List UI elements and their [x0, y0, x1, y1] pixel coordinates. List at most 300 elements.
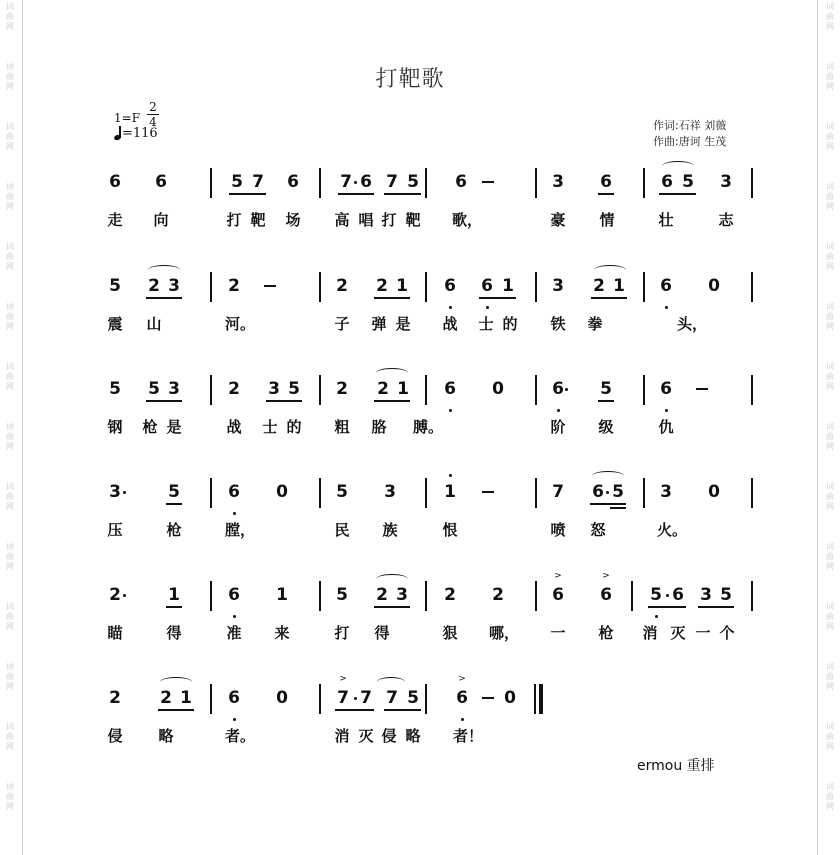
- lyric-syllable: 震: [107, 315, 123, 333]
- barline: [210, 272, 212, 302]
- note: 5: [600, 379, 612, 399]
- barline: [425, 375, 427, 405]
- note: 5: [231, 172, 243, 192]
- sustain-dash: [696, 388, 708, 390]
- note: 0: [504, 688, 516, 708]
- eighth-underline: [146, 297, 182, 299]
- arranger-credit: ermou 重排: [637, 758, 715, 774]
- note: 5: [336, 482, 348, 502]
- watermark-char: 词: [826, 542, 834, 551]
- barline: [631, 581, 633, 611]
- augmentation-dot: [565, 388, 568, 391]
- watermark-char: 词: [6, 602, 14, 611]
- score-system-2: [0, 272, 840, 362]
- eighth-underline: [591, 297, 627, 299]
- watermark-char: 网: [6, 382, 14, 391]
- slur-arc: [594, 265, 626, 275]
- watermark-char: 词: [6, 302, 14, 311]
- barline: [319, 375, 321, 405]
- eighth-underline: [166, 606, 182, 608]
- note: 5: [148, 379, 160, 399]
- eighth-underline: [158, 709, 194, 711]
- eighth-underline: [335, 709, 374, 711]
- lyric-syllable: 头，: [677, 315, 708, 333]
- note: 6: [660, 379, 672, 399]
- watermark-char: 曲: [6, 12, 14, 21]
- watermark-char: 曲: [826, 312, 834, 321]
- watermark-char: 曲: [826, 132, 834, 141]
- watermark-char: 曲: [826, 672, 834, 681]
- watermark-char: 网: [6, 142, 14, 151]
- lyric-syllable: 准: [226, 624, 242, 642]
- low-octave-dot: [665, 306, 668, 309]
- watermark-char: 词: [826, 62, 834, 71]
- lyric-syllable: 打: [226, 211, 242, 229]
- slur-arc: [160, 677, 192, 687]
- watermark-char: 网: [6, 802, 14, 811]
- watermark-char: 曲: [6, 612, 14, 621]
- note: 2: [377, 379, 389, 399]
- note: 6: [672, 585, 684, 605]
- note: 0: [708, 482, 720, 502]
- barline: [643, 168, 645, 198]
- watermark-char: 网: [6, 562, 14, 571]
- note: 7: [340, 172, 352, 192]
- accent-mark: >: [339, 674, 347, 684]
- watermark-char: 网: [6, 502, 14, 511]
- composer-credit: 作曲:唐诃 生茂: [653, 135, 727, 148]
- watermark-char: 词: [6, 122, 14, 131]
- note: 3: [384, 482, 396, 502]
- watermark-char: 网: [6, 322, 14, 331]
- watermark-char: 词: [6, 362, 14, 371]
- note: 5: [612, 482, 624, 502]
- note: 0: [708, 276, 720, 296]
- note: 5: [336, 585, 348, 605]
- barline: [425, 272, 427, 302]
- watermark-char: 曲: [826, 12, 834, 21]
- watermark-char: 曲: [826, 372, 834, 381]
- lyric-syllable: 歌，: [452, 211, 483, 229]
- eighth-underline: [648, 606, 686, 608]
- barline: [210, 375, 212, 405]
- note: 7: [552, 482, 564, 502]
- lyric-syllable: 略: [158, 727, 174, 745]
- barline: [535, 581, 537, 611]
- watermark-char: 词: [6, 482, 14, 491]
- note: 3: [552, 172, 564, 192]
- eighth-underline: [374, 606, 410, 608]
- barline: [535, 375, 537, 405]
- watermark-char: 曲: [6, 72, 14, 81]
- lyric-syllable: 族: [382, 521, 398, 539]
- note: 7: [386, 688, 398, 708]
- lyric-syllable: 胳: [371, 418, 387, 436]
- lyric-syllable: 民: [334, 521, 350, 539]
- lyric-syllable: 侵: [107, 727, 123, 745]
- sustain-dash: [482, 491, 494, 493]
- watermark-char: 网: [826, 202, 834, 211]
- lyric-syllable: 狠: [442, 624, 458, 642]
- note: 5: [109, 379, 121, 399]
- barline: [425, 684, 427, 714]
- note: 7: [252, 172, 264, 192]
- note: 5: [407, 172, 419, 192]
- lyric-syllable: 得: [166, 624, 182, 642]
- barline: [210, 168, 212, 198]
- note: 3: [552, 276, 564, 296]
- lyric-syllable: 拳: [587, 315, 603, 333]
- lyric-syllable: 豪: [550, 211, 566, 229]
- time-numerator: 2: [149, 100, 157, 114]
- note: 3: [700, 585, 712, 605]
- note: 1: [396, 276, 408, 296]
- score-system-3: [0, 375, 840, 465]
- lyric-syllable: 河。: [225, 315, 256, 333]
- lyric-syllable: 的: [502, 315, 518, 333]
- tempo-marking: [114, 126, 158, 141]
- high-octave-dot: [449, 474, 452, 477]
- watermark-char: 网: [826, 622, 834, 631]
- barline: [210, 581, 212, 611]
- watermark-char: 词: [826, 242, 834, 251]
- lyric-syllable: 枪: [598, 624, 614, 642]
- lyric-syllable: 是: [395, 315, 411, 333]
- note: 6: [455, 172, 467, 192]
- note: 3: [396, 585, 408, 605]
- note: 2: [160, 688, 172, 708]
- note: 6: [287, 172, 299, 192]
- lyric-syllable: 来: [274, 624, 290, 642]
- eighth-underline: [229, 193, 266, 195]
- watermark-char: 网: [6, 442, 14, 451]
- watermark-char: 词: [826, 302, 834, 311]
- lyric-syllable: 高: [334, 211, 350, 229]
- barline: [319, 168, 321, 198]
- watermark-char: 词: [6, 722, 14, 731]
- lyric-syllable: 战: [442, 315, 458, 333]
- note: 3: [720, 172, 732, 192]
- watermark-char: 词: [6, 2, 14, 11]
- accent-mark: >: [554, 571, 562, 581]
- watermark-char: 网: [826, 142, 834, 151]
- watermark-char: 曲: [6, 672, 14, 681]
- eighth-underline: [384, 709, 421, 711]
- note: 7: [386, 172, 398, 192]
- augmentation-dot: [123, 594, 126, 597]
- watermark-char: 网: [6, 622, 14, 631]
- accent-mark: >: [458, 674, 466, 684]
- watermark-char: 词: [6, 662, 14, 671]
- low-octave-dot: [486, 306, 489, 309]
- score-system-5: [0, 571, 840, 671]
- low-octave-dot: [449, 306, 452, 309]
- watermark-char: 曲: [6, 372, 14, 381]
- lyric-syllable: 膛，: [225, 521, 256, 539]
- note: 2: [336, 379, 348, 399]
- note: 3: [168, 379, 180, 399]
- note: 5: [720, 585, 732, 605]
- watermark-char: 词: [826, 362, 834, 371]
- lyric-syllable: 一: [695, 624, 711, 642]
- barline: [535, 478, 537, 508]
- watermark-char: 曲: [6, 252, 14, 261]
- barline: [643, 375, 645, 405]
- note: 2: [228, 379, 240, 399]
- lyric-syllable: 的: [286, 418, 302, 436]
- note: 6: [360, 172, 372, 192]
- sustain-dash: [482, 181, 494, 183]
- note: 5: [682, 172, 694, 192]
- lyric-syllable: 枪: [166, 521, 182, 539]
- watermark-char: 网: [6, 202, 14, 211]
- low-octave-dot: [233, 615, 236, 618]
- watermark-char: 词: [826, 662, 834, 671]
- key-signature: 1=F: [114, 111, 141, 125]
- barline: [319, 272, 321, 302]
- barline: [535, 168, 537, 198]
- note: 6: [661, 172, 673, 192]
- note: 3: [268, 379, 280, 399]
- watermark-char: 曲: [6, 552, 14, 561]
- barline: [535, 272, 537, 302]
- lyric-syllable: 打: [334, 624, 350, 642]
- watermark-char: 网: [826, 322, 834, 331]
- lyric-syllable: 一: [550, 624, 566, 642]
- watermark-char: 词: [826, 182, 834, 191]
- lyric-syllable: 铁: [550, 315, 566, 333]
- note: 3: [109, 482, 121, 502]
- lyric-syllable: 场: [285, 211, 301, 229]
- note: 7: [360, 688, 372, 708]
- tempo-value: =116: [122, 126, 158, 141]
- watermark-char: 网: [6, 262, 14, 271]
- eighth-underline: [479, 297, 516, 299]
- note: 6: [552, 585, 564, 605]
- note: 2: [376, 585, 388, 605]
- watermark-char: 网: [6, 682, 14, 691]
- lyric-syllable: 山: [146, 315, 162, 333]
- low-octave-dot: [655, 615, 658, 618]
- note: 6: [481, 276, 493, 296]
- watermark-char: 词: [826, 2, 834, 11]
- watermark-char: 曲: [826, 432, 834, 441]
- low-octave-dot: [449, 409, 452, 412]
- slur-arc: [376, 574, 408, 584]
- low-octave-dot: [665, 409, 668, 412]
- note: 6: [228, 688, 240, 708]
- barline: [425, 168, 427, 198]
- lyric-syllable: 靶: [250, 211, 266, 229]
- low-octave-dot: [233, 718, 236, 721]
- barline: [210, 478, 212, 508]
- note: 5: [168, 482, 180, 502]
- note: 3: [660, 482, 672, 502]
- watermark-char: 词: [6, 242, 14, 251]
- augmentation-dot: [354, 181, 357, 184]
- lyric-syllable: 个: [719, 624, 735, 642]
- barline: [319, 581, 321, 611]
- eighth-underline: [166, 503, 182, 505]
- watermark-char: 词: [826, 782, 834, 791]
- watermark-char: 曲: [826, 72, 834, 81]
- eighth-underline: [384, 193, 421, 195]
- barline: [210, 684, 212, 714]
- lyric-syllable: 弹: [371, 315, 387, 333]
- watermark-char: 曲: [6, 432, 14, 441]
- lyric-syllable: 灭: [670, 624, 686, 642]
- lyric-syllable: 仇: [658, 418, 674, 436]
- watermark-char: 曲: [826, 192, 834, 201]
- note: 6: [600, 585, 612, 605]
- score-system-1: [0, 168, 840, 258]
- final-barline: [539, 684, 543, 714]
- lyric-syllable: 消: [334, 727, 350, 745]
- watermark-char: 网: [826, 802, 834, 811]
- lyric-syllable: 唱: [358, 211, 374, 229]
- barline: [751, 168, 753, 198]
- watermark-char: 词: [6, 782, 14, 791]
- barline: [425, 581, 427, 611]
- note: 0: [492, 379, 504, 399]
- lyric-syllable: 枪: [142, 418, 158, 436]
- note: 7: [337, 688, 349, 708]
- watermark-char: 网: [826, 22, 834, 31]
- watermark-char: 网: [826, 82, 834, 91]
- watermark-char: 网: [6, 82, 14, 91]
- note: 1: [168, 585, 180, 605]
- lyric-syllable: 者！: [453, 727, 484, 745]
- final-barline-thin: [534, 684, 536, 714]
- eighth-underline: [146, 400, 182, 402]
- time-signature: [146, 100, 160, 129]
- note: 2: [444, 585, 456, 605]
- watermark-char: 曲: [6, 492, 14, 501]
- slur-arc: [377, 677, 405, 687]
- barline: [643, 478, 645, 508]
- score-system-4: [0, 478, 840, 568]
- lyric-syllable: 消: [642, 624, 658, 642]
- note: 2: [376, 276, 388, 296]
- eighth-underline: [266, 400, 302, 402]
- watermark-char: 曲: [6, 312, 14, 321]
- note: 6: [660, 276, 672, 296]
- watermark-char: 曲: [826, 732, 834, 741]
- watermark-char: 词: [826, 722, 834, 731]
- watermark-char: 网: [826, 562, 834, 571]
- watermark-char: 曲: [826, 492, 834, 501]
- note: 5: [407, 688, 419, 708]
- watermark-char: 网: [6, 22, 14, 31]
- slur-arc: [662, 161, 694, 171]
- eighth-underline: [698, 606, 734, 608]
- note: 0: [276, 482, 288, 502]
- lyric-syllable: 灭: [358, 727, 374, 745]
- lyric-syllable: 靶: [405, 211, 421, 229]
- augmentation-dot: [123, 491, 126, 494]
- low-octave-dot: [461, 718, 464, 721]
- barline: [751, 272, 753, 302]
- lyric-syllable: 士: [262, 418, 278, 436]
- watermark-char: 曲: [826, 252, 834, 261]
- lyric-syllable: 压: [107, 521, 123, 539]
- lyric-syllable: 打: [381, 211, 397, 229]
- barline: [319, 684, 321, 714]
- watermark-char: 曲: [826, 792, 834, 801]
- eighth-underline: [338, 193, 374, 195]
- note: 2: [109, 688, 121, 708]
- lyricist-credit: 作词:石祥 刘薇: [653, 119, 727, 132]
- low-octave-dot: [557, 409, 560, 412]
- watermark-char: 网: [826, 262, 834, 271]
- sustain-dash: [264, 285, 276, 287]
- watermark-char: 网: [826, 502, 834, 511]
- watermark-char: 曲: [6, 732, 14, 741]
- eighth-underline: [374, 400, 410, 402]
- song-title: 打靶歌: [375, 67, 445, 92]
- note: 2: [228, 276, 240, 296]
- watermark-char: 网: [6, 742, 14, 751]
- sustain-dash: [482, 697, 494, 699]
- eighth-underline: [598, 193, 614, 195]
- low-octave-dot: [233, 512, 236, 515]
- note: 2: [109, 585, 121, 605]
- note: 5: [109, 276, 121, 296]
- note: 1: [276, 585, 288, 605]
- lyric-syllable: 向: [153, 211, 169, 229]
- note: 6: [456, 688, 468, 708]
- time-denominator: 4: [149, 115, 157, 129]
- note: 2: [492, 585, 504, 605]
- watermark-char: 词: [6, 62, 14, 71]
- slur-arc: [376, 368, 408, 378]
- watermark-char: 网: [826, 442, 834, 451]
- note: 1: [397, 379, 409, 399]
- accent-mark: >: [602, 571, 610, 581]
- watermark-char: 词: [826, 602, 834, 611]
- sixteenth-underline: [610, 507, 626, 509]
- lyric-syllable: 得: [374, 624, 390, 642]
- note: 6: [552, 379, 564, 399]
- barline: [425, 478, 427, 508]
- barline: [643, 272, 645, 302]
- note: 5: [288, 379, 300, 399]
- note: 1: [180, 688, 192, 708]
- watermark-char: 词: [6, 182, 14, 191]
- note: 6: [109, 172, 121, 192]
- note: 6: [444, 379, 456, 399]
- lyric-syllable: 阶: [550, 418, 566, 436]
- watermark-char: 曲: [826, 552, 834, 561]
- augmentation-dot: [606, 491, 609, 494]
- eighth-underline: [374, 297, 410, 299]
- slur-arc: [592, 471, 624, 481]
- watermark-char: 网: [826, 742, 834, 751]
- note: 6: [600, 172, 612, 192]
- lyric-syllable: 侵: [381, 727, 397, 745]
- lyric-syllable: 是: [166, 418, 182, 436]
- lyric-syllable: 者。: [225, 727, 256, 745]
- lyric-syllable: 瞄: [107, 624, 123, 642]
- barline: [319, 478, 321, 508]
- note: 3: [168, 276, 180, 296]
- quarter-note-icon: [114, 126, 122, 140]
- lyric-syllable: 走: [107, 211, 123, 229]
- note: 2: [148, 276, 160, 296]
- watermark-char: 曲: [6, 132, 14, 141]
- lyric-syllable: 火。: [657, 521, 688, 539]
- watermark-char: 词: [826, 422, 834, 431]
